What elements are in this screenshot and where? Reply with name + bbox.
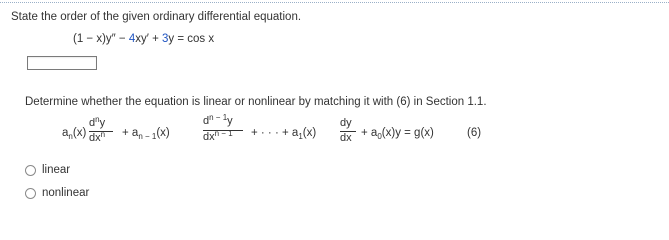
option-nonlinear[interactable]: [25, 187, 89, 199]
term-a0-rhs: + $a_0(x)y = g(x)$: [361, 127, 434, 141]
term-ellipsis-a1: + · · · + $a_1(x)$: [251, 127, 317, 141]
coefficient-2: 3: [162, 33, 169, 45]
coefficient-1: 4: [128, 33, 136, 45]
option-linear-label: linear: [42, 164, 71, 176]
term-an-minus-1: + $a_{n - 1}(x)$: [122, 127, 170, 141]
question-2-prompt: Determine whether the equation is linear or nonlinear by matching it with (6) in Section 1.1.: [25, 96, 487, 108]
equation-part-2: xy′ +: [135, 33, 163, 45]
fraction-dy-dx: dy dx: [340, 117, 358, 147]
equation-part-3: y = cos x: [168, 33, 215, 45]
fraction-dny-dxn: $d^ny$ $dx^n$: [89, 117, 115, 147]
order-answer-input[interactable]: [27, 56, 97, 70]
option-linear[interactable]: [25, 164, 70, 176]
option-nonlinear-label: nonlinear: [42, 187, 90, 199]
equation-part-1: (1 − x)y″ −: [73, 33, 129, 45]
equation-number: (6): [467, 127, 482, 139]
term-an: $a_n(x)$: [62, 127, 87, 141]
radio-linear[interactable]: [25, 165, 36, 176]
question-1-prompt: State the order of the given ordinary differential equation.: [11, 11, 302, 23]
radio-nonlinear[interactable]: [25, 188, 36, 199]
ode-equation: [73, 33, 214, 45]
top-divider: [0, 2, 669, 3]
fraction-dn1y-dxn1: $d^{n - 1}y$ $dx^{n - 1}$: [203, 115, 247, 147]
